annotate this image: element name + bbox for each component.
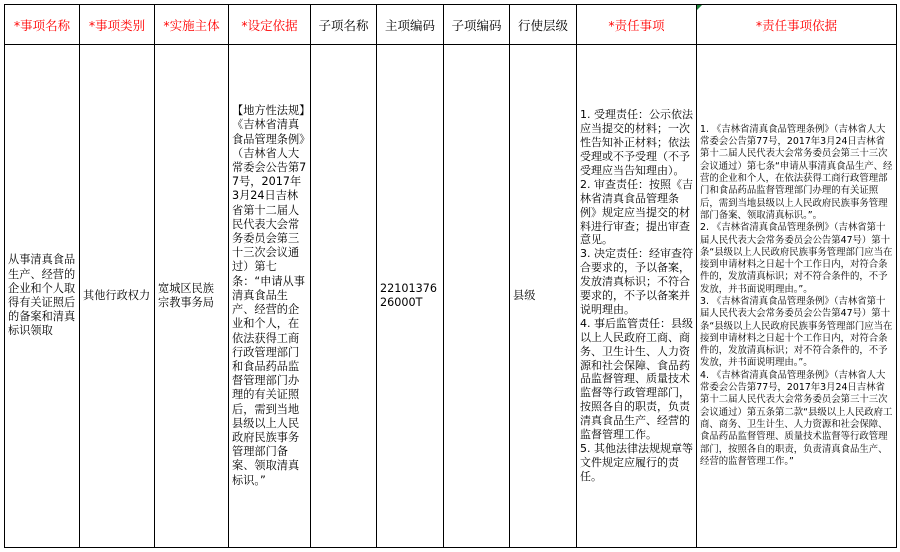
cell-item-category: 其他行政权力	[80, 45, 155, 548]
responsibility-item: 3. 决定责任：经审查符合要求的，予以备案，发放清真标识；不符合要求的，不予以备案并说明理由。	[580, 247, 693, 316]
basis-item: 4. 《吉林省清真食品管理条例》（吉林省人大常委会公告第77号，2017年3月24日吉林省第十二届人民代表大会常务委员会第三十三次会议通过）第五条第二款“县级以上人民政府工商、商务、卫生计生、人力资源和社会保障、食品药品监督管理、质量技术监督等行政管理部门，按照各自的职责，负责清真食品生产、经营的监督管理工作。”	[700, 369, 893, 467]
header-item-name: *事项名称	[5, 5, 80, 45]
responsibility-item: 1. 受理责任：公示依法应当提交的材料；一次性告知补正材料；依法受理或不予受理（不予受理应当告知理由）。	[580, 108, 693, 177]
header-exercise-level: 行使层级	[510, 5, 577, 45]
cell-responsibility-basis	[697, 45, 897, 548]
cell-main-code: 2210137626000T	[377, 45, 444, 548]
cell-item-name: 从事清真食品生产、经营的企业和个人取得有关证照后的备案和清真标识领取	[5, 45, 80, 548]
responsibility-item: 5. 其他法律法规规章等文件规定应履行的责任。	[580, 442, 693, 483]
header-sub-code: 子项编码	[444, 5, 510, 45]
header-sub-item-name: 子项名称	[311, 5, 377, 45]
basis-item: 1. 《吉林省清真食品管理条例》（吉林省人大常委会公告第77号，2017年3月24日吉林省第十二届人民代表大会常务委员会第三十三次会议通过）第七条“申请从事清真食品生产、经营的企业和个人，在依法获得工商行政管理部门和食品药品监督管理部门办理的有关证照后，需到当地县级以上人民政府民族事务管理部门备案、领取清真标识。”。	[700, 123, 893, 221]
basis-item: 3. 《吉林省清真食品管理条例》（吉林省第十届人民代表大会常务委员会公告第47号）第十条“县级以上人民政府民族事务管理部门应当在接到申请材料之日起十个工作日内，对符合条件的，发放清真标识；对不符合条件的，不予发放，并书面说明理由。”。	[700, 296, 893, 369]
header-responsibilities: *责任事项	[577, 5, 697, 45]
header-implementing-body: *实施主体	[155, 5, 229, 45]
header-responsibility-basis: *责任事项依据	[697, 5, 897, 45]
responsibility-table	[4, 4, 897, 548]
cell-sub-item-name	[311, 45, 377, 548]
cell-implementing-body: 宽城区民族宗教事务局	[155, 45, 229, 548]
header-legal-basis: *设定依据	[229, 5, 311, 45]
table-row	[5, 45, 897, 548]
cell-exercise-level: 县级	[510, 45, 577, 548]
cell-responsibilities	[577, 45, 697, 548]
header-main-code: 主项编码	[377, 5, 444, 45]
cell-sub-code	[444, 45, 510, 548]
responsibility-item: 2. 审查责任：按照《吉林省清真食品管理条例》规定应当提交的材料进行审查；提出审查意见。	[580, 177, 693, 247]
cell-legal-basis: 【地方性法规】《吉林省清真食品管理条例》（吉林省人大常委会公告第77号，2017年3月24日吉林省第十二届人民代表大会常务委员会第三十三次会议通过）第七条：“申请从事清真食品生产、经营的企业和个人，在依法获得工商行政管理部门和食品药品监督管理部门办理的有关证照后，需到当地县级以上人民政府民族事务管理部门备案、领取清真标识。”	[229, 45, 311, 548]
header-row	[5, 5, 897, 45]
basis-item: 2. 《吉林省清真食品管理条例》（吉林省第十届人民代表大会常务委员会公告第47号）第十条“县级以上人民政府民族事务管理部门应当在接到申请材料之日起十个工作日内，对符合条件的，发放清真标识；对不符合条件的，不予发放，并书面说明理由。”。	[700, 222, 893, 295]
responsibility-item: 4. 事后监管责任：县级以上人民政府工商、商务、卫生计生、人力资源和社会保障、食品药品监督管理、质量技术监督等行政管理部门，按照各自的职责，负责清真食品生产、经营的监督管理工作。	[580, 316, 693, 442]
header-item-category: *事项类别	[80, 5, 155, 45]
